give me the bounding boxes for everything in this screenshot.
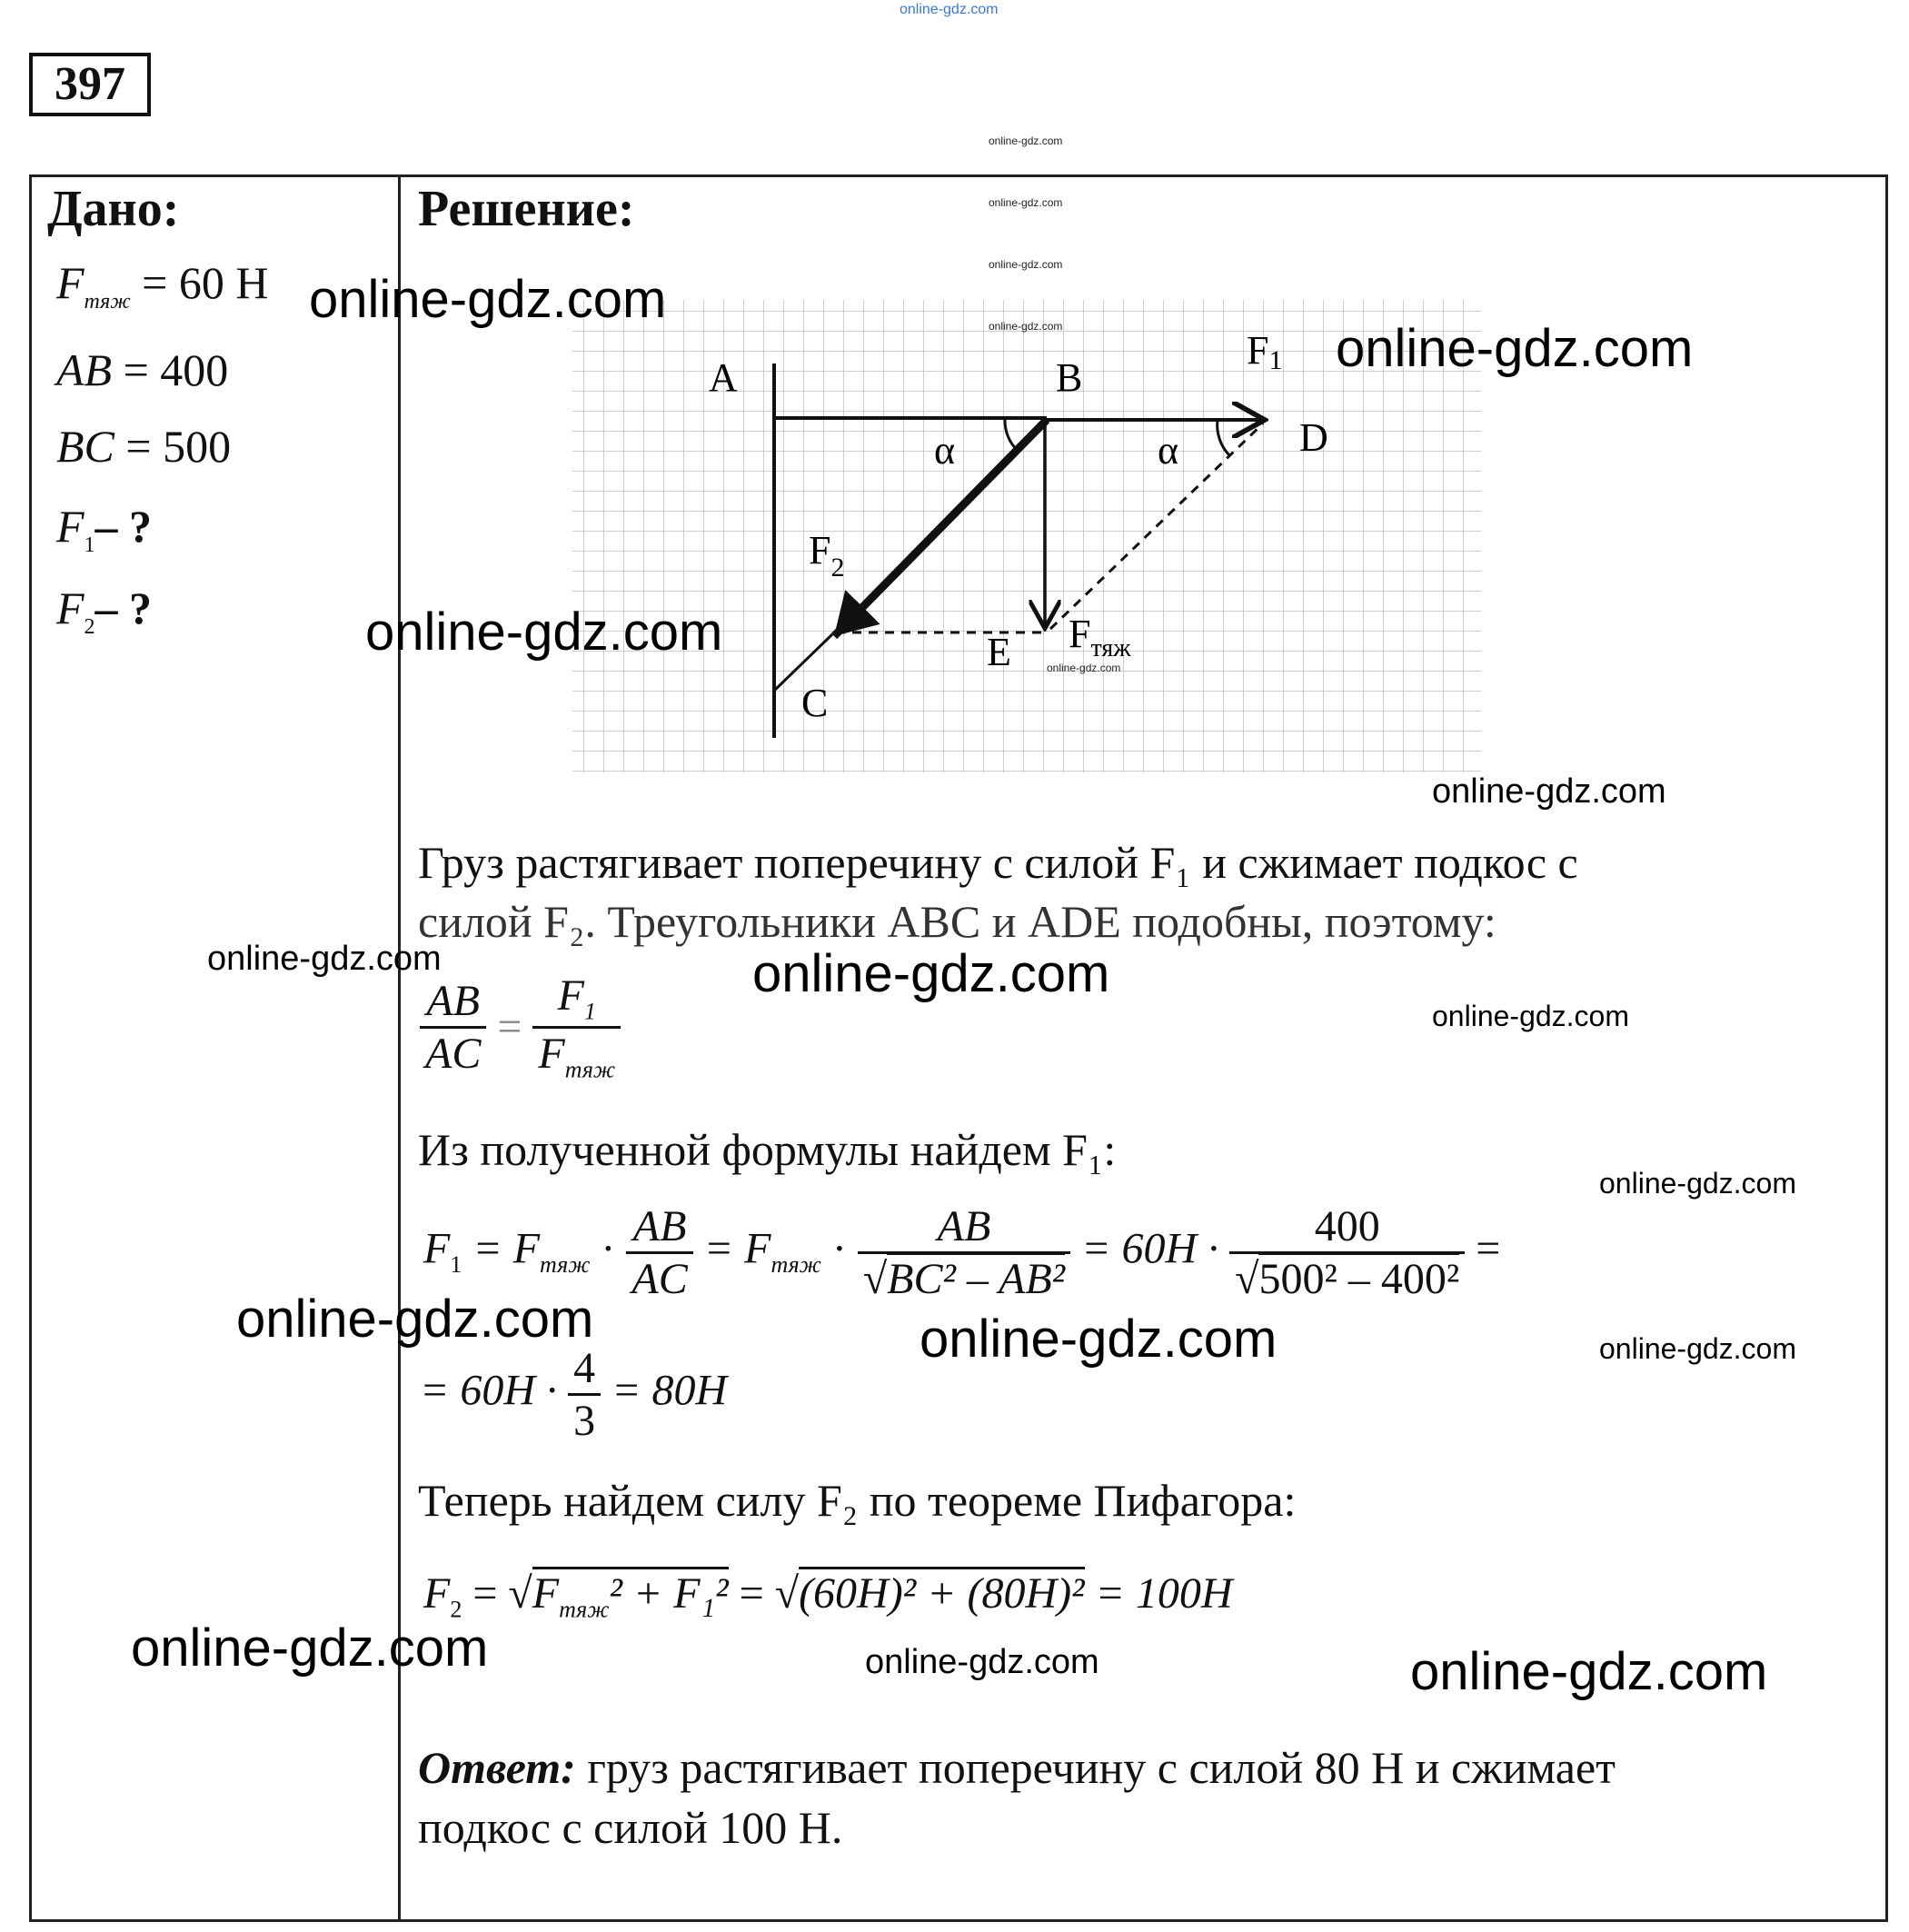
watermark: online-gdz.com: [131, 1618, 489, 1678]
ratio-formula: [420, 971, 621, 1083]
label-b: B: [1056, 355, 1083, 400]
watermark-tiny: online-gdz.com: [989, 134, 1063, 147]
answer-text-1: груз растягивает поперечину с силой 80 Н и сжимает: [575, 1742, 1616, 1793]
f1-result-post: = 80H: [611, 1366, 728, 1415]
watermark: online-gdz.com: [1599, 1332, 1796, 1365]
watermark-tiny: online-gdz.com: [1047, 662, 1121, 674]
paragraph-2: Из полученной формулы найдем F₁:: [418, 1124, 1117, 1175]
ratio-n2: F: [557, 971, 584, 1020]
f2-radicand-1: [532, 1567, 729, 1623]
f2-eq2: =: [739, 1569, 764, 1618]
f1-result-n: 4: [568, 1343, 601, 1396]
label-c: C: [801, 681, 829, 725]
ratio-d2: F: [538, 1029, 565, 1078]
given-value: – ?: [94, 583, 153, 633]
sqrt-sign: √: [508, 1569, 532, 1618]
watermark-tiny: online-gdz.com: [989, 320, 1063, 333]
f1-frac2-d-wrap: [858, 1254, 1070, 1304]
f1-result-frac: [568, 1343, 601, 1446]
label-ftyazh-main: F: [1069, 612, 1091, 656]
given-sub: 1: [84, 533, 95, 557]
f1-lhs: F: [423, 1224, 451, 1273]
f2-eq1: =: [472, 1569, 498, 1618]
f2-rad1-tail: ² + F₁²: [609, 1569, 729, 1618]
f1-frac2-n: AB: [858, 1201, 1070, 1254]
problem-number: 397: [29, 53, 151, 116]
sqrt-sign: √: [862, 1255, 888, 1303]
answer-line-1: [418, 1741, 1616, 1794]
sqrt-sign: √: [1235, 1255, 1259, 1303]
ratio-d2-sub: тяж: [564, 1056, 616, 1083]
given-value: – ?: [94, 501, 153, 552]
f1-frac1-n: AB: [626, 1201, 692, 1254]
f2-lhs-sub: 2: [450, 1596, 462, 1623]
given-value: = 60 Н: [142, 257, 269, 308]
f1-dot1: ·: [601, 1224, 616, 1273]
label-alpha-b: α: [934, 428, 956, 473]
ratio-n2-wrap: [532, 971, 621, 1029]
ratio-frac-right: [532, 971, 621, 1083]
watermark-tiny: online-gdz.com: [989, 196, 1063, 209]
watermark: online-gdz.com: [752, 944, 1110, 1003]
f1-frac1-d: AC: [631, 1255, 688, 1303]
answer-line-2: подкос с силой 100 Н.: [418, 1802, 843, 1853]
given-sub: 2: [84, 615, 95, 639]
ratio-frac-left: [420, 976, 486, 1079]
label-f1-sub: 1: [1268, 345, 1283, 375]
label-e: E: [987, 630, 1011, 674]
f1-frac3: [1229, 1201, 1465, 1304]
ratio-d2-wrap: [532, 1029, 621, 1084]
f1-eq4: =: [1476, 1224, 1501, 1273]
f2-formula: [423, 1569, 1233, 1624]
f1-result-pre: = 60H ·: [420, 1366, 558, 1415]
f1-frac2: [858, 1201, 1070, 1304]
f2-rad2: (60H)² + (80H)²: [799, 1567, 1084, 1618]
given-symbol: F: [56, 501, 85, 552]
given-header: Дано:: [47, 181, 180, 237]
label-ftyazh-sub: тяж: [1090, 634, 1131, 662]
watermark: online-gdz.com: [920, 1310, 1278, 1369]
given-item-ab: [56, 344, 228, 396]
given-symbol: BC: [56, 421, 114, 472]
paragraph-3: Теперь найдем силу F₂ по теореме Пифагора:: [418, 1475, 1297, 1526]
watermark: online-gdz.com: [1336, 319, 1694, 378]
label-f2-sub: 2: [830, 553, 845, 583]
ratio-n2-sub: 1: [583, 998, 596, 1025]
f1-lhs-sub: 1: [450, 1251, 462, 1279]
f2-rad1: F: [532, 1569, 560, 1618]
paragraph-1-line-1: Груз растягивает поперечину с силой F₁ и сжимает подкос с: [418, 837, 1578, 888]
label-alpha-d: α: [1158, 428, 1179, 473]
given-symbol: F: [56, 583, 85, 633]
watermark: online-gdz.com: [236, 1290, 594, 1349]
label-f1-main: F: [1247, 328, 1269, 373]
f1-result-d: 3: [573, 1397, 596, 1445]
ratio-d1: AC: [425, 1029, 482, 1078]
given-item-bc: [56, 420, 231, 473]
f1-dot2: ·: [831, 1224, 847, 1273]
watermark: online-gdz.com: [207, 940, 442, 978]
f1-eq2: = F: [703, 1224, 771, 1273]
f1-result: [420, 1343, 727, 1446]
f2-eq3: = 100H: [1095, 1569, 1233, 1618]
f2-lhs: F: [423, 1569, 451, 1618]
ratio-n1: AB: [420, 976, 486, 1029]
given-item-ftyazh: [56, 256, 268, 314]
label-f2-main: F: [809, 528, 831, 573]
f1-frac2-d: BC² – AB²: [887, 1252, 1065, 1303]
watermark-top: online-gdz.com: [900, 2, 999, 17]
watermark: online-gdz.com: [1432, 772, 1666, 811]
label-d: D: [1299, 415, 1328, 460]
f1-s1: тяж: [540, 1251, 591, 1279]
given-sub: тяж: [84, 290, 131, 314]
watermark: online-gdz.com: [1432, 1000, 1629, 1032]
given-item-f2: [56, 582, 152, 640]
f1-frac3-n: 400: [1229, 1201, 1465, 1254]
ratio-eq: =: [497, 1002, 522, 1051]
f1-s2: тяж: [771, 1251, 821, 1279]
f1-eq1: = F: [472, 1224, 541, 1273]
sqrt-sign: √: [774, 1569, 800, 1618]
f1-eq3: = 60H ·: [1081, 1224, 1219, 1273]
f2-rad1-sub: тяж: [559, 1596, 610, 1623]
answer-label: Ответ:: [418, 1742, 576, 1793]
solution-header: Решение:: [418, 181, 635, 237]
given-value: = 400: [123, 344, 229, 395]
given-symbol: AB: [56, 344, 113, 395]
watermark: online-gdz.com: [1599, 1167, 1796, 1200]
given-item-f1: [56, 500, 152, 558]
f1-frac3-d-wrap: [1229, 1254, 1465, 1304]
given-value: = 500: [125, 421, 232, 472]
watermark: online-gdz.com: [1410, 1642, 1768, 1701]
label-a: A: [709, 355, 738, 400]
watermark-tiny: online-gdz.com: [989, 258, 1063, 271]
f1-frac3-d: 500² – 400²: [1258, 1252, 1459, 1303]
given-symbol: F: [56, 257, 85, 308]
watermark: online-gdz.com: [365, 603, 723, 662]
f1-frac1: [626, 1201, 692, 1304]
paragraph-1-line-2: силой F₂. Треугольники ABC и ADE подобны, поэтому:: [418, 896, 1496, 947]
watermark: online-gdz.com: [309, 270, 667, 329]
watermark: online-gdz.com: [865, 1643, 1099, 1681]
